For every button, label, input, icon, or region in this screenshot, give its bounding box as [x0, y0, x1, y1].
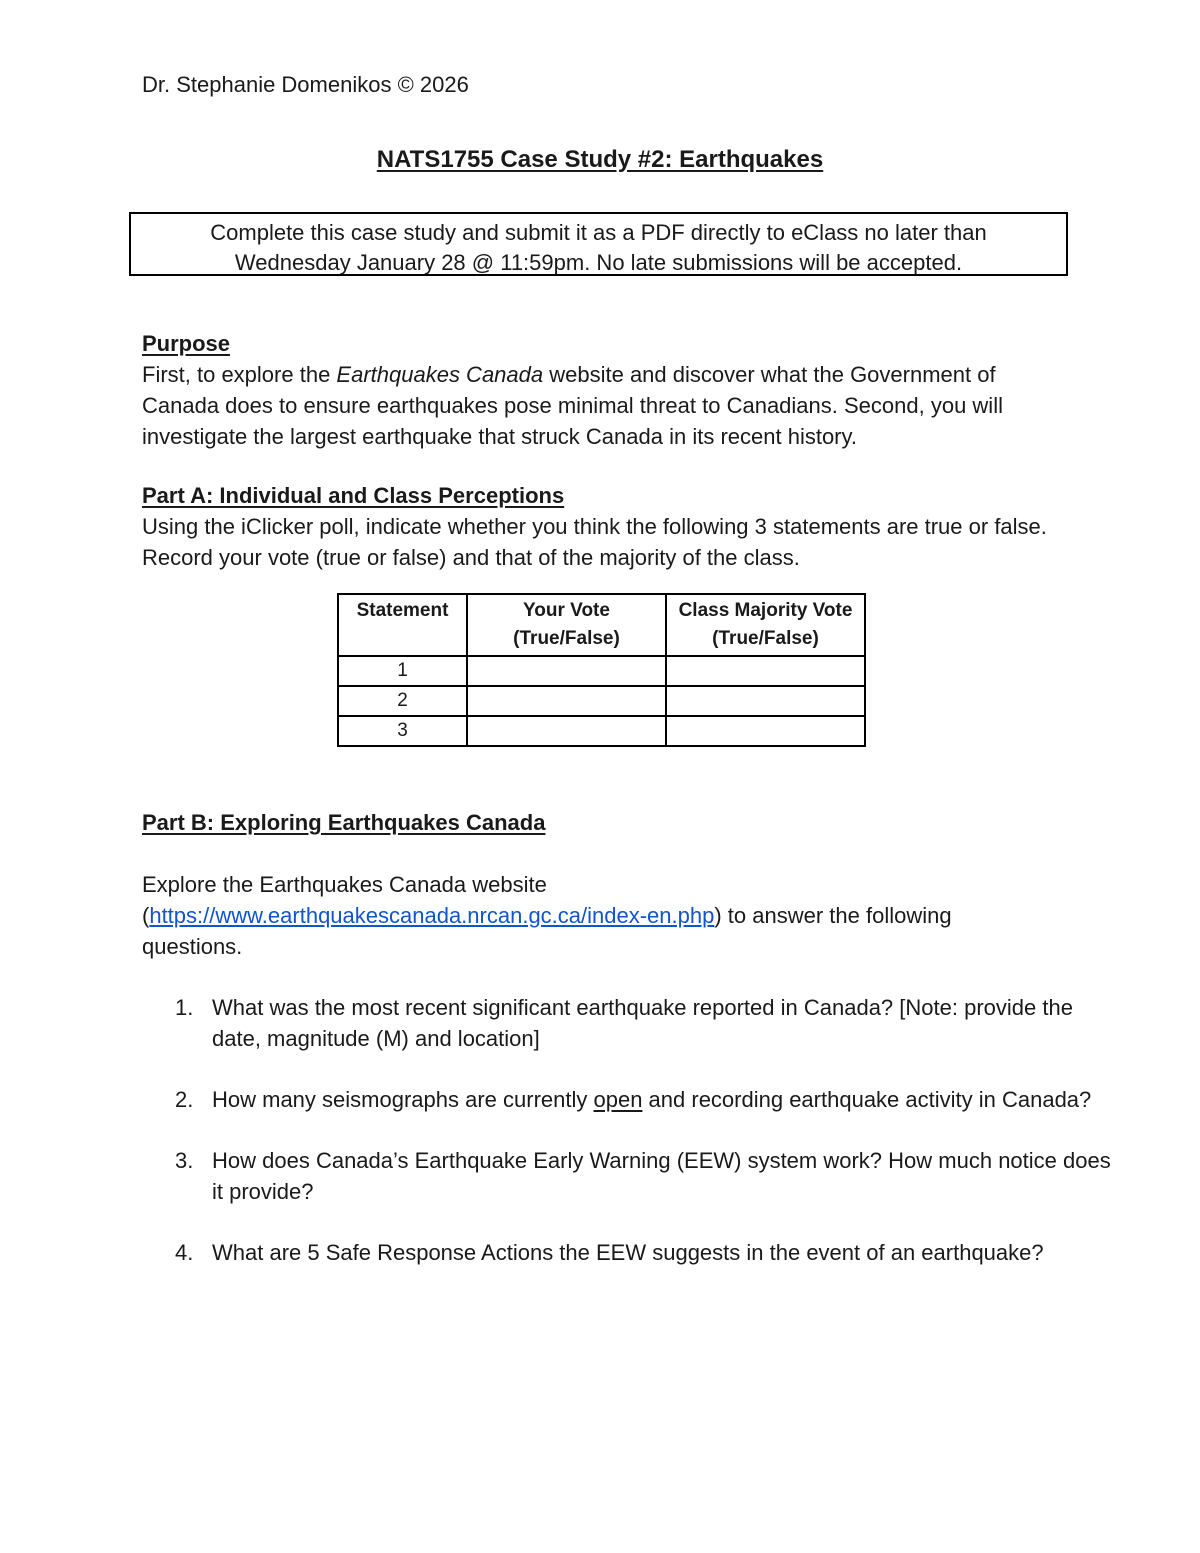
- part-a-section: [142, 480, 1072, 573]
- list-item: [175, 992, 1112, 1054]
- part-b-intro: [142, 869, 1052, 962]
- question-text-before: How many seismographs are currently: [212, 1087, 594, 1112]
- earthquakes-canada-link[interactable]: https://www.earthquakescanada.nrcan.gc.ca/index-en.php: [149, 903, 715, 928]
- vote-table-header-row: [338, 594, 865, 656]
- your-vote-cell[interactable]: [467, 656, 666, 686]
- your-vote-cell[interactable]: [467, 716, 666, 746]
- part-b-heading: Part B: Exploring Earthquakes Canada: [142, 810, 546, 835]
- header-class-vote-label: Class Majority Vote: [678, 600, 853, 621]
- statement-number: 3: [338, 716, 467, 746]
- header-your-vote-label: Your Vote: [523, 600, 610, 621]
- open-paren: (: [142, 903, 150, 928]
- class-vote-cell[interactable]: [666, 686, 865, 716]
- notice-line-2: Wednesday January 28 @ 11:59pm. No late submissions will be accepted.: [234, 250, 963, 275]
- submission-notice-box: [129, 212, 1068, 276]
- purpose-text: [142, 359, 1072, 452]
- class-vote-cell[interactable]: [666, 716, 865, 746]
- header-statement: [338, 594, 467, 656]
- question-text: How does Canada’s Earthquake Early Warning (EEW) system work? How much notice does it provide?: [212, 1148, 1111, 1204]
- statement-number: 2: [338, 686, 467, 716]
- question-text-after: and recording earthquake activity in Canada?: [642, 1087, 1092, 1112]
- author-copyright-line: Dr. Stephanie Domenikos © 2026: [142, 72, 469, 97]
- notice-line-1: Complete this case study and submit it as a PDF directly to eClass no later than: [210, 220, 987, 245]
- table-row: [338, 716, 865, 746]
- list-item: [175, 1084, 1112, 1115]
- header-your-vote: [467, 594, 666, 656]
- intro-close-text: ) to answer the following questions.: [142, 903, 952, 959]
- vote-table: [337, 593, 866, 747]
- list-item: [175, 1237, 1112, 1268]
- part-b-heading-block: [142, 807, 1072, 838]
- purpose-text-before: First, to explore the: [142, 362, 337, 387]
- list-item: [175, 1145, 1112, 1207]
- part-a-text: Using the iClicker poll, indicate whether you think the following 3 statements are true or false. Record your vote (true or false) and that of the majority of the class.: [142, 514, 1047, 570]
- purpose-heading: Purpose: [142, 331, 231, 356]
- question-text-underlined: open: [593, 1087, 643, 1112]
- header-statement-label: Statement: [356, 600, 449, 621]
- question-text: What are 5 Safe Response Actions the EEW suggests in the event of an earthquake?: [212, 1240, 1044, 1265]
- part-a-heading: Part A: Individual and Class Perceptions: [142, 483, 565, 508]
- questions-list: [142, 992, 1112, 1298]
- header-your-vote-sub: (True/False): [513, 628, 620, 649]
- purpose-section: [142, 328, 1072, 452]
- your-vote-cell[interactable]: [467, 686, 666, 716]
- header-class-vote-sub: (True/False): [712, 628, 819, 649]
- question-number: 4.: [175, 1240, 194, 1265]
- header-class-majority-vote: [666, 594, 865, 656]
- document-title: NATS1755 Case Study #2: Earthquakes: [376, 146, 824, 173]
- part-b-intro-line: Explore the Earthquakes Canada website: [142, 872, 547, 897]
- question-text: What was the most recent significant earthquake reported in Canada? [Note: provide the date, magnitude (M) and location]: [212, 995, 1073, 1051]
- purpose-text-italic: Earthquakes Canada: [336, 362, 544, 387]
- question-number: 2.: [175, 1087, 194, 1112]
- table-row: [338, 686, 865, 716]
- purpose-text-after: website and discover what the Government of Canada does to ensure earthquakes pose minimal threat to Canadians. Second, you will investigate the largest earthquake that struck Canada in its recent history.: [142, 362, 1003, 449]
- question-number: 3.: [175, 1148, 194, 1173]
- part-b-intro-link-line: [142, 900, 1052, 962]
- table-row: [338, 656, 865, 686]
- question-number: 1.: [175, 995, 194, 1020]
- class-vote-cell[interactable]: [666, 656, 865, 686]
- statement-number: 1: [338, 656, 467, 686]
